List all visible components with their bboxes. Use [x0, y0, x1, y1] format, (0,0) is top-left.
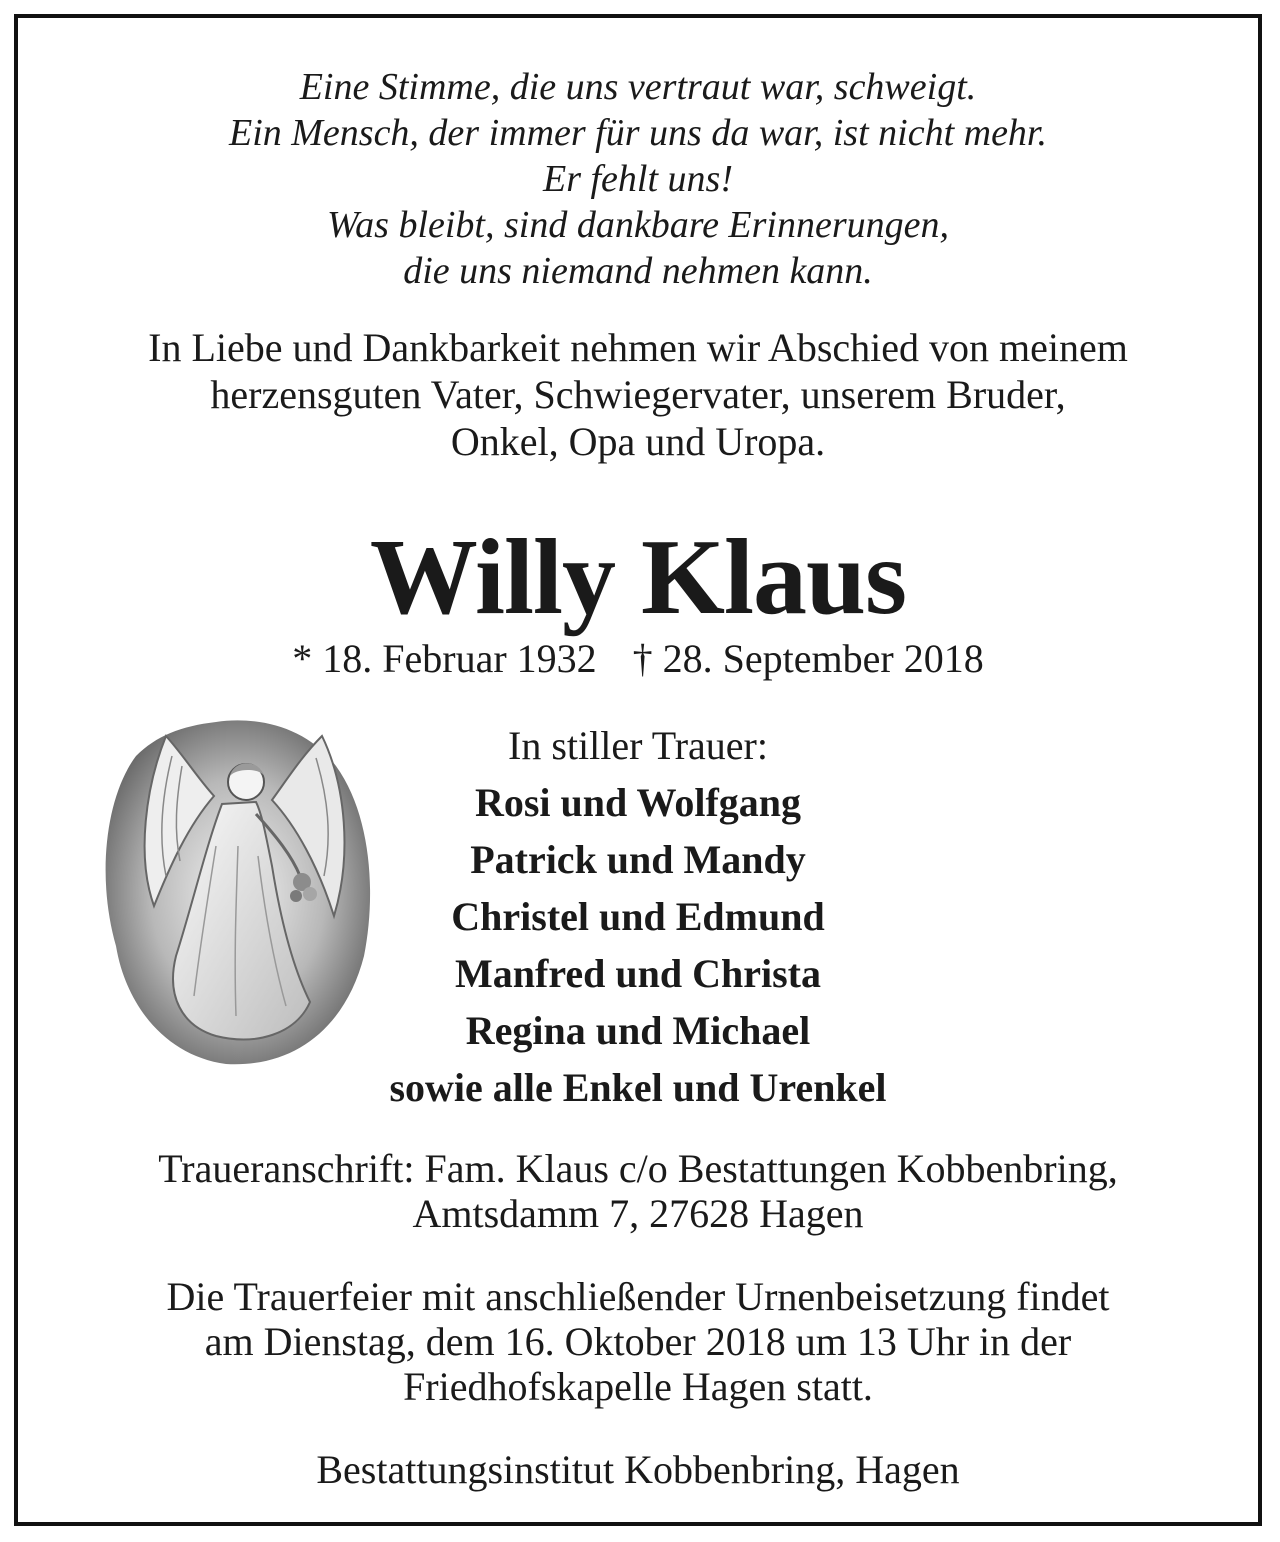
farewell-line: herzensguten Vater, Schwiegervater, unserem Bruder,	[210, 372, 1066, 417]
mourner-name: Christel und Edmund	[451, 894, 825, 939]
death-date: † 28. September 2018	[632, 636, 984, 681]
poem-line: Ein Mensch, der immer für uns da war, ist nicht mehr.	[228, 112, 1048, 154]
address-line: Amtsdamm 7, 27628 Hagen	[412, 1191, 864, 1236]
birth-date: * 18. Februar 1932	[292, 636, 597, 681]
deceased-name: Willy Klaus	[369, 518, 907, 637]
mourner-name: Rosi und Wolfgang	[474, 780, 802, 825]
mourner-name: sowie alle Enkel und Urenkel	[389, 1065, 887, 1110]
mourners-list	[18, 774, 1258, 1116]
farewell-line: Onkel, Opa und Uropa.	[450, 419, 826, 464]
poem	[18, 64, 1258, 294]
poem-line: Eine Stimme, die uns vertraut war, schweigt.	[299, 66, 977, 108]
ceremony-details	[18, 1274, 1258, 1409]
funeral-home: Bestattungsinstitut Kobbenbring, Hagen	[316, 1447, 960, 1492]
poem-line: Er fehlt uns!	[543, 158, 733, 200]
poem-line: die uns niemand nehmen kann.	[403, 250, 873, 292]
ceremony-line: Friedhofskapelle Hagen statt.	[403, 1364, 873, 1409]
mourner-name: Regina und Michael	[465, 1008, 811, 1053]
farewell-line: In Liebe und Dankbarkeit nehmen wir Abschied von meinem	[148, 325, 1128, 370]
ceremony-line: am Dienstag, dem 16. Oktober 2018 um 13 Uhr in der	[204, 1319, 1072, 1364]
life-dates	[18, 632, 1258, 686]
poem-line: Was bleibt, sind dankbare Erinnerungen,	[326, 204, 950, 246]
mourner-name: Patrick und Mandy	[470, 837, 806, 882]
mourning-address	[18, 1146, 1258, 1236]
farewell-text	[18, 324, 1258, 465]
mourner-name: Manfred und Christa	[455, 951, 821, 996]
obituary-notice	[14, 14, 1262, 1526]
ceremony-line: Die Trauerfeier mit anschließender Urnenbeisetzung findet	[166, 1274, 1110, 1319]
address-line: Traueranschrift: Fam. Klaus c/o Bestattungen Kobbenbring,	[158, 1146, 1118, 1191]
mourning-title: In stiller Trauer:	[508, 723, 768, 768]
